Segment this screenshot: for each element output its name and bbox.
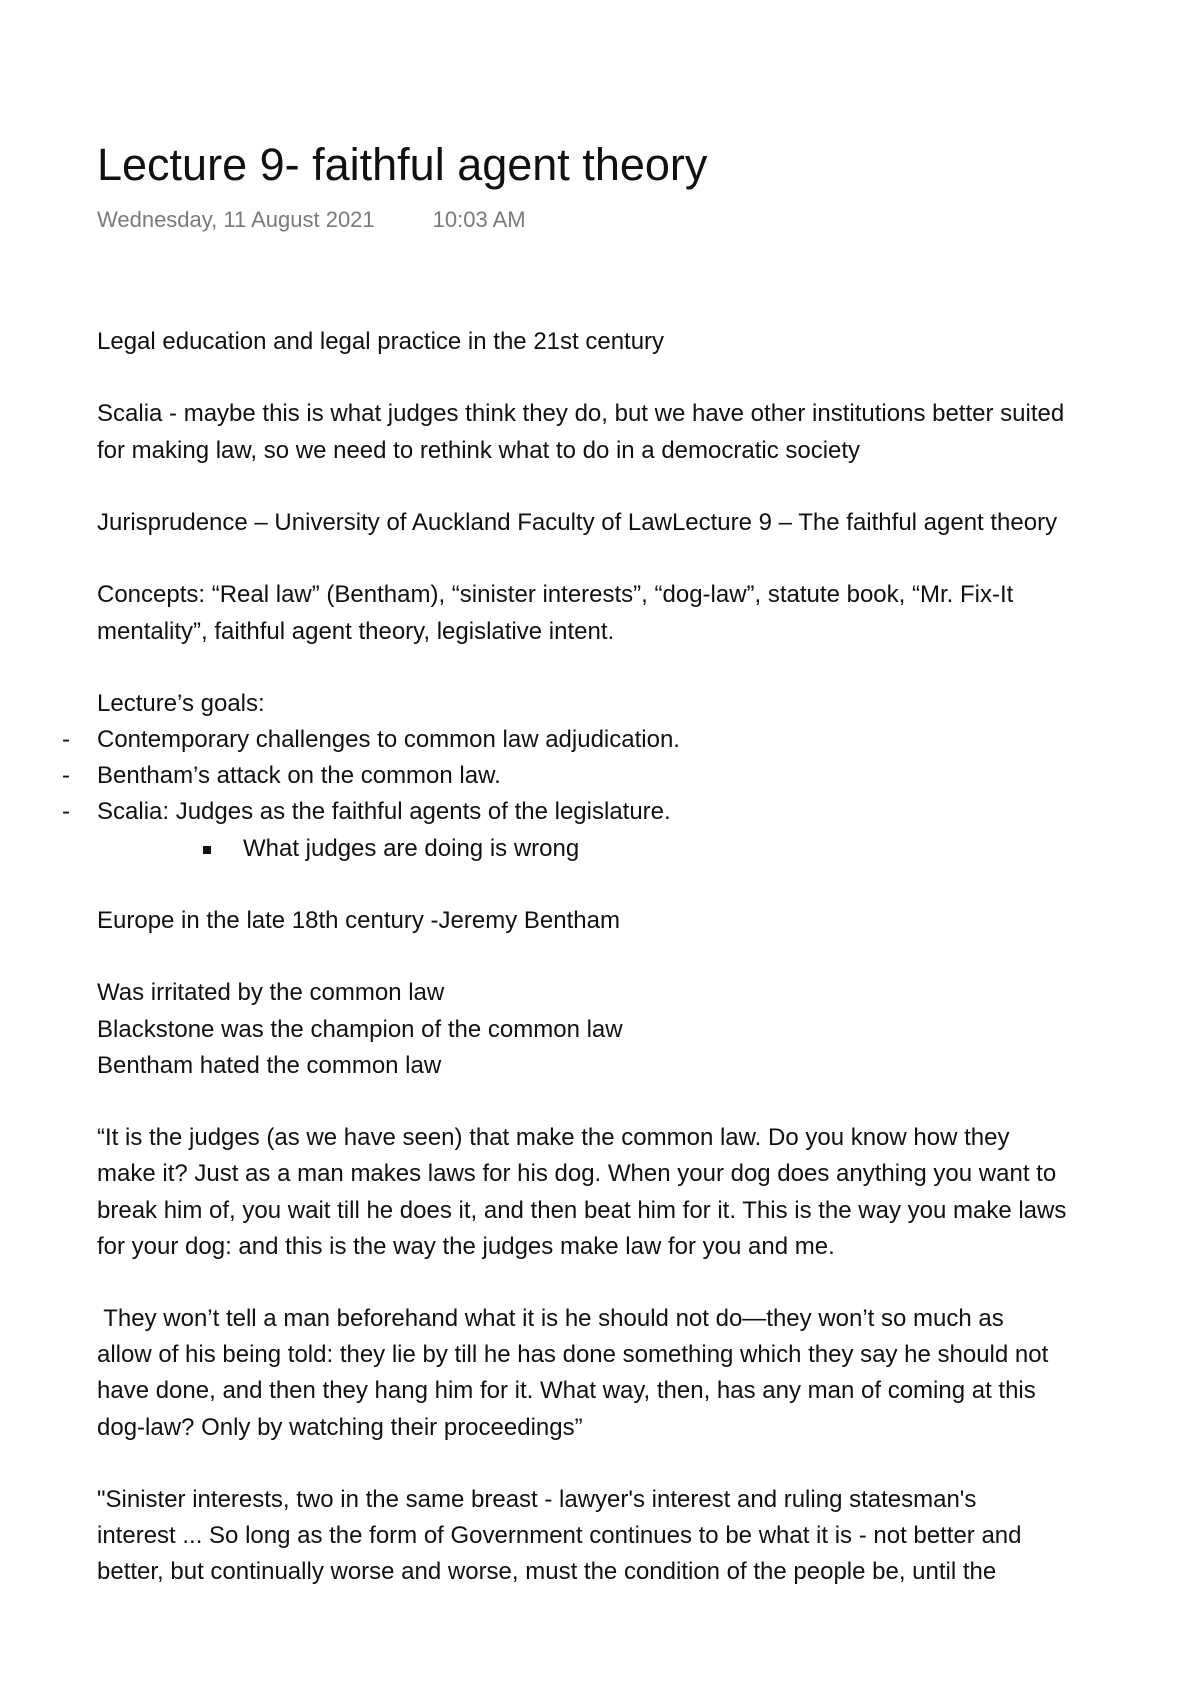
quote-judges-line-2: make it? Just as a man makes laws for his dog. When your dog does anything you want to (97, 1160, 1057, 1188)
dash-bullet: - (62, 726, 70, 754)
goal-text: Contemporary challenges to common law adjudication. (97, 726, 680, 754)
quote-judges-line-3: break him of, you wait till he does it, and then beat him for it. This is the way you make laws (97, 1196, 1067, 1224)
goal-text: Scalia: Judges as the faithful agents of the legislature. (97, 798, 671, 826)
paragraph-scalia-line-1: Scalia - maybe this is what judges think they do, but we have other institutions better suited (97, 400, 1065, 428)
quote-judges-line-4: for your dog: and this is the way the judges make law for you and me. (97, 1232, 835, 1260)
goal-list-item (62, 794, 1200, 830)
page-time: 10:03 AM (432, 207, 526, 232)
note-body (62, 324, 1200, 1591)
paragraph-legal-education: Legal education and legal practice in the 21st century (97, 328, 665, 355)
paragraph-irritated-line-1: Was irritated by the common law (97, 979, 445, 1007)
square-bullet-icon (203, 846, 211, 854)
quote-sinister-line-3: better, but continually worse and worse, must the condition of the people be, until the (97, 1558, 997, 1586)
quote-sinister-line-1: "Sinister interests, two in the same breast - lawyer's interest and ruling statesman's (97, 1486, 977, 1513)
page-title: Lecture 9- faithful agent theory (97, 139, 708, 190)
quote-dog-law-line-1: They won’t tell a man beforehand what it is he should not do—they won’t so much as (97, 1305, 1004, 1333)
page-meta (97, 205, 526, 235)
quote-dog-law-line-3: have done, and then they hang him for it. What way, then, has any man of coming at this (97, 1377, 1036, 1405)
paragraph-concepts-line-2: mentality”, faithful agent theory, legislative intent. (97, 617, 615, 645)
paragraph-jurisprudence: Jurisprudence – University of Auckland Faculty of LawLecture 9 – The faithful agent theory (97, 508, 1058, 536)
paragraph-europe: Europe in the late 18th century -Jeremy Bentham (97, 907, 620, 934)
goals-heading: Lecture’s goals: (97, 689, 265, 717)
paragraph-scalia-line-2: for making law, so we need to rethink what to do in a democratic society (97, 436, 861, 464)
paragraph-concepts-line-1: Concepts: “Real law” (Bentham), “sinister interests”, “dog-law”, statute book, “Mr. Fix-It (97, 581, 1014, 609)
sub-goal-text: What judges are doing is wrong (243, 834, 580, 862)
dash-bullet: - (62, 762, 70, 790)
quote-dog-law-line-2: allow of his being told: they lie by till he has done something which they say he should not (97, 1341, 1049, 1369)
paragraph-irritated-line-2: Blackstone was the champion of the common law (97, 1015, 623, 1043)
goal-text: Bentham’s attack on the common law. (97, 762, 501, 790)
paragraph-irritated-line-3: Bentham hated the common law (97, 1051, 442, 1079)
quote-sinister-line-2: interest ... So long as the form of Government continues to be what it is - not better and (97, 1522, 1022, 1550)
quote-judges-line-1: “It is the judges (as we have seen) that make the common law. Do you know how they (97, 1124, 1010, 1152)
goal-list-item (62, 722, 1200, 758)
goal-list-item (62, 758, 1200, 794)
page-date: Wednesday, 11 August 2021 (97, 207, 375, 232)
sub-goal-item (97, 831, 1200, 867)
dash-bullet: - (62, 798, 70, 826)
quote-dog-law-line-4: dog-law? Only by watching their proceedings” (97, 1413, 583, 1441)
